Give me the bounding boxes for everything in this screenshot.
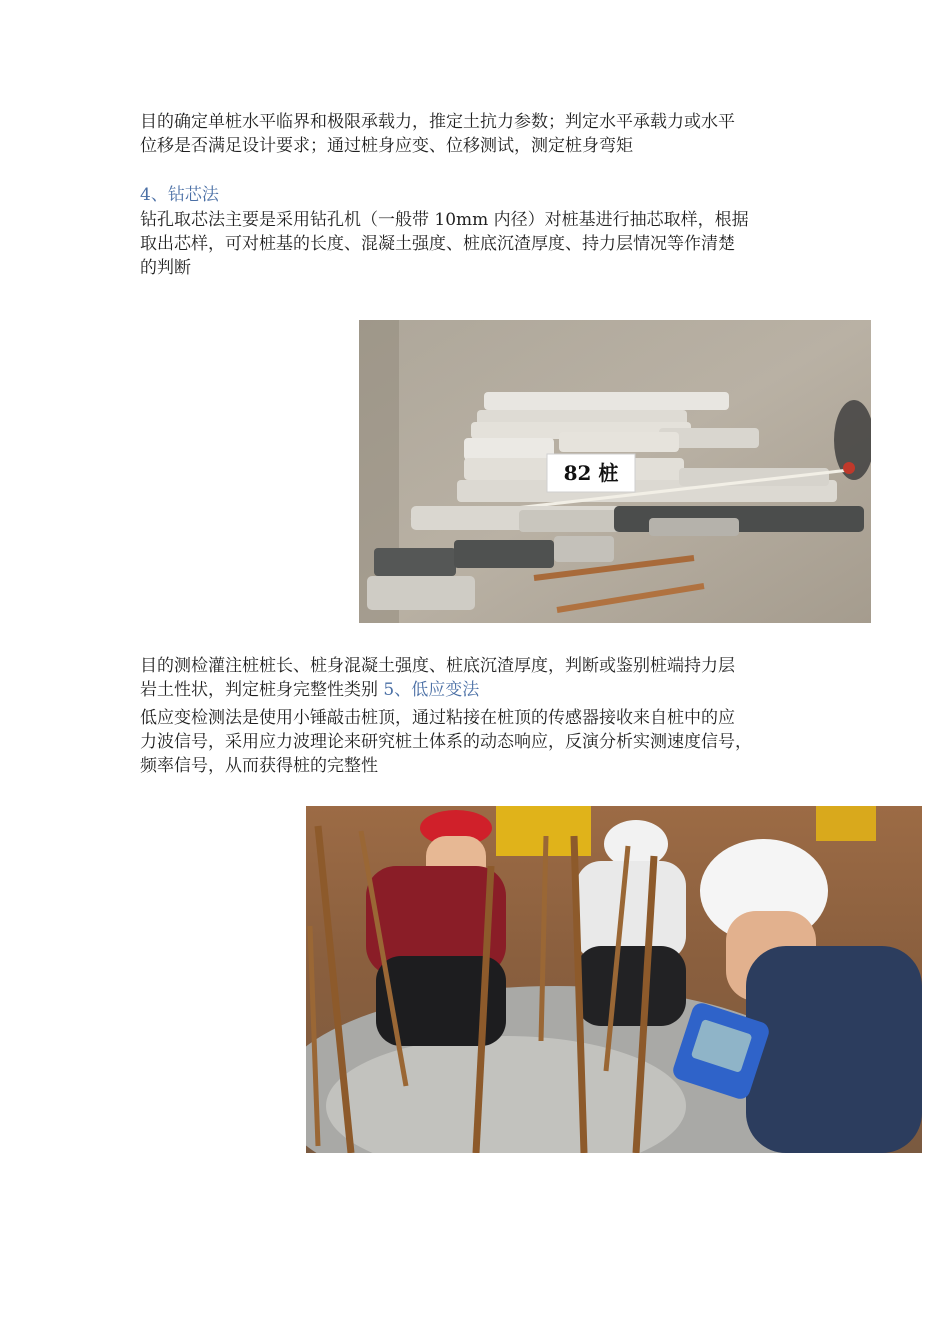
section-heading-low-strain: 5、低应变法 <box>383 680 480 700</box>
paragraph-core-drilling-description <box>140 208 820 280</box>
text-line: 目的确定单桩水平临界和极限承载力，推定土抗力参数；判定水平承载力或水平 <box>140 112 735 132</box>
text-line: 取出芯样，可对桩基的长度、混凝土强度、桩底沉渣厚度、持力层情况等作清楚 <box>140 234 735 254</box>
text-line: 位移是否满足设计要求；通过桩身应变、位移测试，测定桩身弯矩 <box>140 136 633 156</box>
text-line: 的判断 <box>140 258 191 278</box>
text-line: 力波信号，采用应力波理论来研究桩土体系的动态响应，反演分析实测速度信号， <box>140 732 752 752</box>
low-strain-test-photo <box>306 806 922 1153</box>
section-heading-core-drilling: 4、钻芯法 <box>140 185 219 205</box>
text-line: 钻孔取芯法主要是采用钻孔机（一般带 10mm 内径）对桩基进行抽芯取样，根据 <box>140 210 749 230</box>
core-label-text: 82 桩 <box>563 461 619 485</box>
paragraph-low-strain-description <box>140 706 820 778</box>
text-line: 目的测检灌注桩桩长、桩身混凝土强度、桩底沉渣厚度，判断或鉴别桩端持力层 <box>140 656 735 676</box>
text-line: 频率信号，从而获得桩的完整性 <box>140 756 378 776</box>
paragraph-purpose-lateral-load <box>140 110 820 158</box>
paragraph-purpose-core-drilling <box>140 654 820 702</box>
core-samples-photo <box>359 320 871 623</box>
text-line: 低应变检测法是使用小锤敲击桩顶，通过粘接在桩顶的传感器接收来自桩中的应 <box>140 708 735 728</box>
text-line: 岩土性状，判定桩身完整性类别 <box>140 680 384 700</box>
